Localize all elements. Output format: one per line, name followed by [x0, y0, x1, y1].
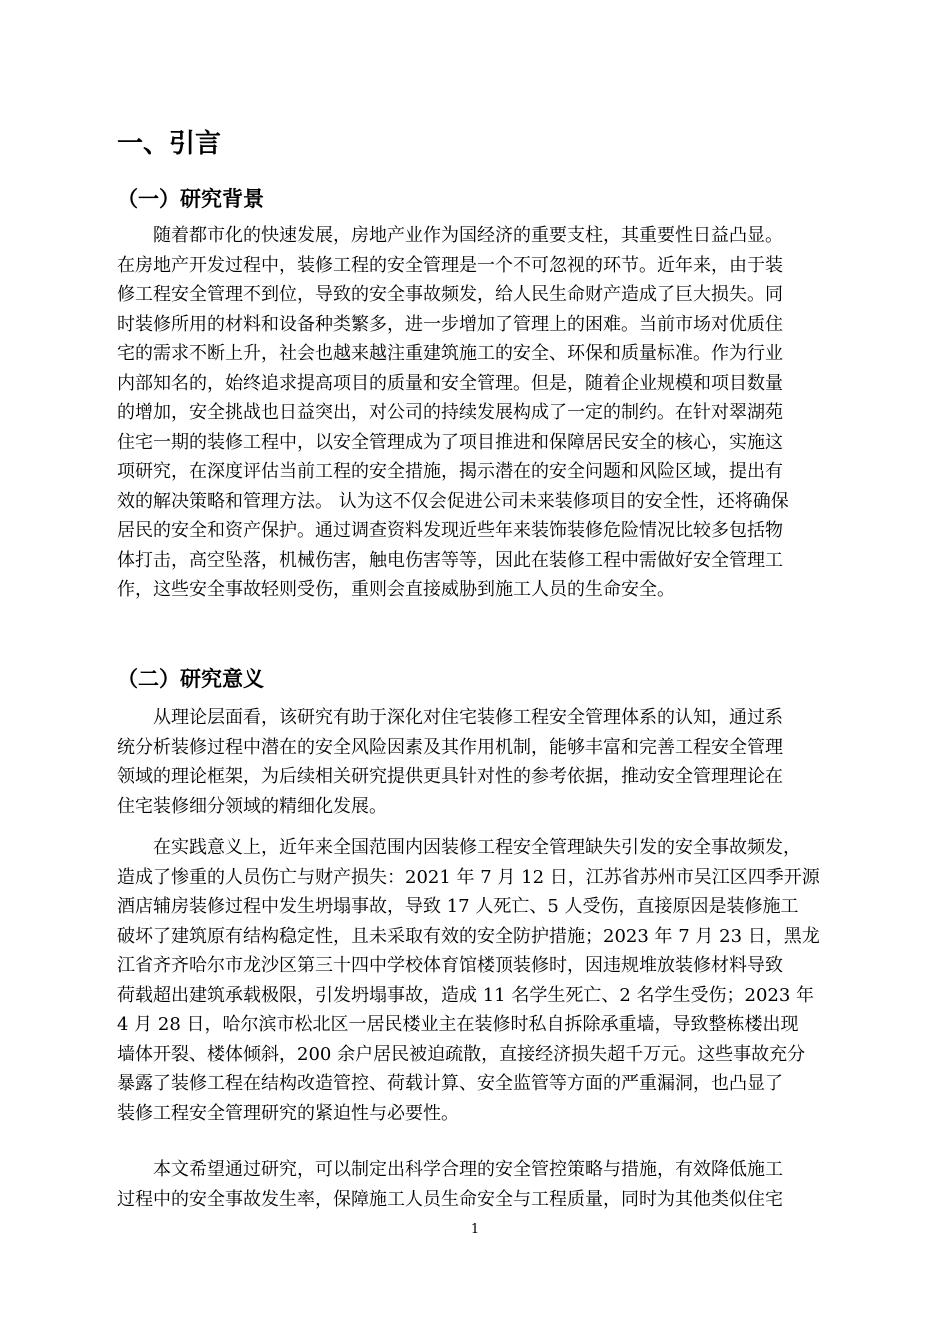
paragraph-practice: [117, 833, 837, 1128]
text-line: 酒店辅房装修过程中发生坍塌事故，导致 17 人死亡、5 人受伤，直接原因是装修施工: [117, 896, 799, 917]
paragraph-goal: [117, 1155, 837, 1214]
text-line: 在实践意义上，近年来全国范围内因装修工程安全管理缺失引发的安全事故频发，: [153, 837, 801, 858]
text-line: 效的解决策略和管理方法。 认为这不仅会促进公司未来装修项目的安全性，还将确保: [117, 490, 789, 512]
text-line: 暴露了装修工程在结构改造管控、荷载计算、安全监管等方面的严重漏洞，也凸显了: [117, 1073, 783, 1094]
text-line: 破坏了建筑原有结构稳定性，且未采取有效的安全防护措施；2023 年 7 月 23 日，黑龙: [117, 925, 820, 947]
text-line: 随着都市化的快速发展，房地产业作为国经济的重要支柱，其重要性日益凸显。: [153, 225, 783, 246]
text-line: 时装修所用的材料和设备种类繁多，进一步增加了管理上的困难。当前市场对优质住: [117, 313, 783, 335]
text-line: 项研究，在深度评估当前工程的安全措施，揭示潜在的安全问题和风险区域，提出有: [117, 461, 783, 482]
page-number: 1: [470, 1222, 480, 1237]
text-line: 过程中的安全事故发生率，保障施工人员生命安全与工程质量，同时为其他类似住宅: [117, 1188, 783, 1210]
text-line: 内部知名的，始终追求提高项目的质量和安全管理。但是，随着企业规模和项目数量: [117, 372, 783, 394]
text-line: 作，这些安全事故轻则受伤，重则会直接威胁到施工人员的生命安全。: [117, 579, 675, 600]
section-heading-significance: （二）研究意义: [117, 667, 264, 691]
text-line: 统分析装修过程中潜在的安全风险因素及其作用机制，能够丰富和完善工程安全管理: [117, 736, 783, 758]
text-line: 本文希望通过研究，可以制定出科学合理的安全管控策略与措施，有效降低施工: [153, 1159, 783, 1180]
paragraph-theory: [117, 703, 837, 821]
text-line: 4 月 28 日，哈尔滨市松北区一居民楼业主在装修时私自拆除承重墙，导致整栋楼出现: [117, 1014, 799, 1035]
section-heading-background: （一）研究背景: [117, 187, 264, 211]
text-line: 在房地产开发过程中，装修工程的安全管理是一个不可忽视的环节。近年来，由于装: [117, 254, 783, 276]
text-line: 宅的需求不断上升，社会也越来越注重建筑施工的安全、环保和质量标准。作为行业: [117, 343, 783, 364]
text-line: 墙体开裂、楼体倾斜，200 余户居民被迫疏散，直接经济损失超千万元。这些事故充分: [117, 1043, 806, 1065]
paragraph-background: [117, 221, 837, 605]
text-line: 住宅装修细分领域的精细化发展。: [117, 795, 387, 817]
text-line: 的增加，安全挑战也日益突出，对公司的持续发展构成了一定的制约。在针对翠湖苑: [117, 402, 783, 423]
text-line: 体打击，高空坠落，机械伤害，触电伤害等等，因此在装修工程中需做好安全管理工: [117, 549, 783, 571]
text-line: 居民的安全和资产保护。通过调查资料发现近些年来装饰装修危险情况比较多包括物: [117, 520, 783, 541]
chapter-heading: 一、引言: [117, 129, 222, 159]
text-line: 装修工程安全管理研究的紧迫性与必要性。: [117, 1102, 459, 1124]
text-line: 从理论层面看，该研究有助于深化对住宅装修工程安全管理体系的认知，通过系: [153, 707, 783, 728]
text-line: 荷载超出建筑承载极限，引发坍塌事故，造成 11 名学生死亡、2 名学生受伤；2023 年: [117, 984, 815, 1006]
text-line: 领域的理论框架，为后续相关研究提供更具针对性的参考依据，推动安全管理理论在: [117, 766, 783, 787]
text-line: 住宅一期的装修工程中，以安全管理成为了项目推进和保障居民安全的核心，实施这: [117, 431, 783, 453]
text-line: 修工程安全管理不到位，导致的安全事故频发，给人民生命财产造成了巨大损失。同: [117, 284, 783, 305]
text-line: 造成了惨重的人员伤亡与财产损失：2021 年 7 月 12 日，江苏省苏州市吴江区四季开源: [117, 866, 820, 888]
text-line: 江省齐齐哈尔市龙沙区第三十四中学校体育馆楼顶装修时，因违规堆放装修材料导致: [117, 955, 783, 976]
